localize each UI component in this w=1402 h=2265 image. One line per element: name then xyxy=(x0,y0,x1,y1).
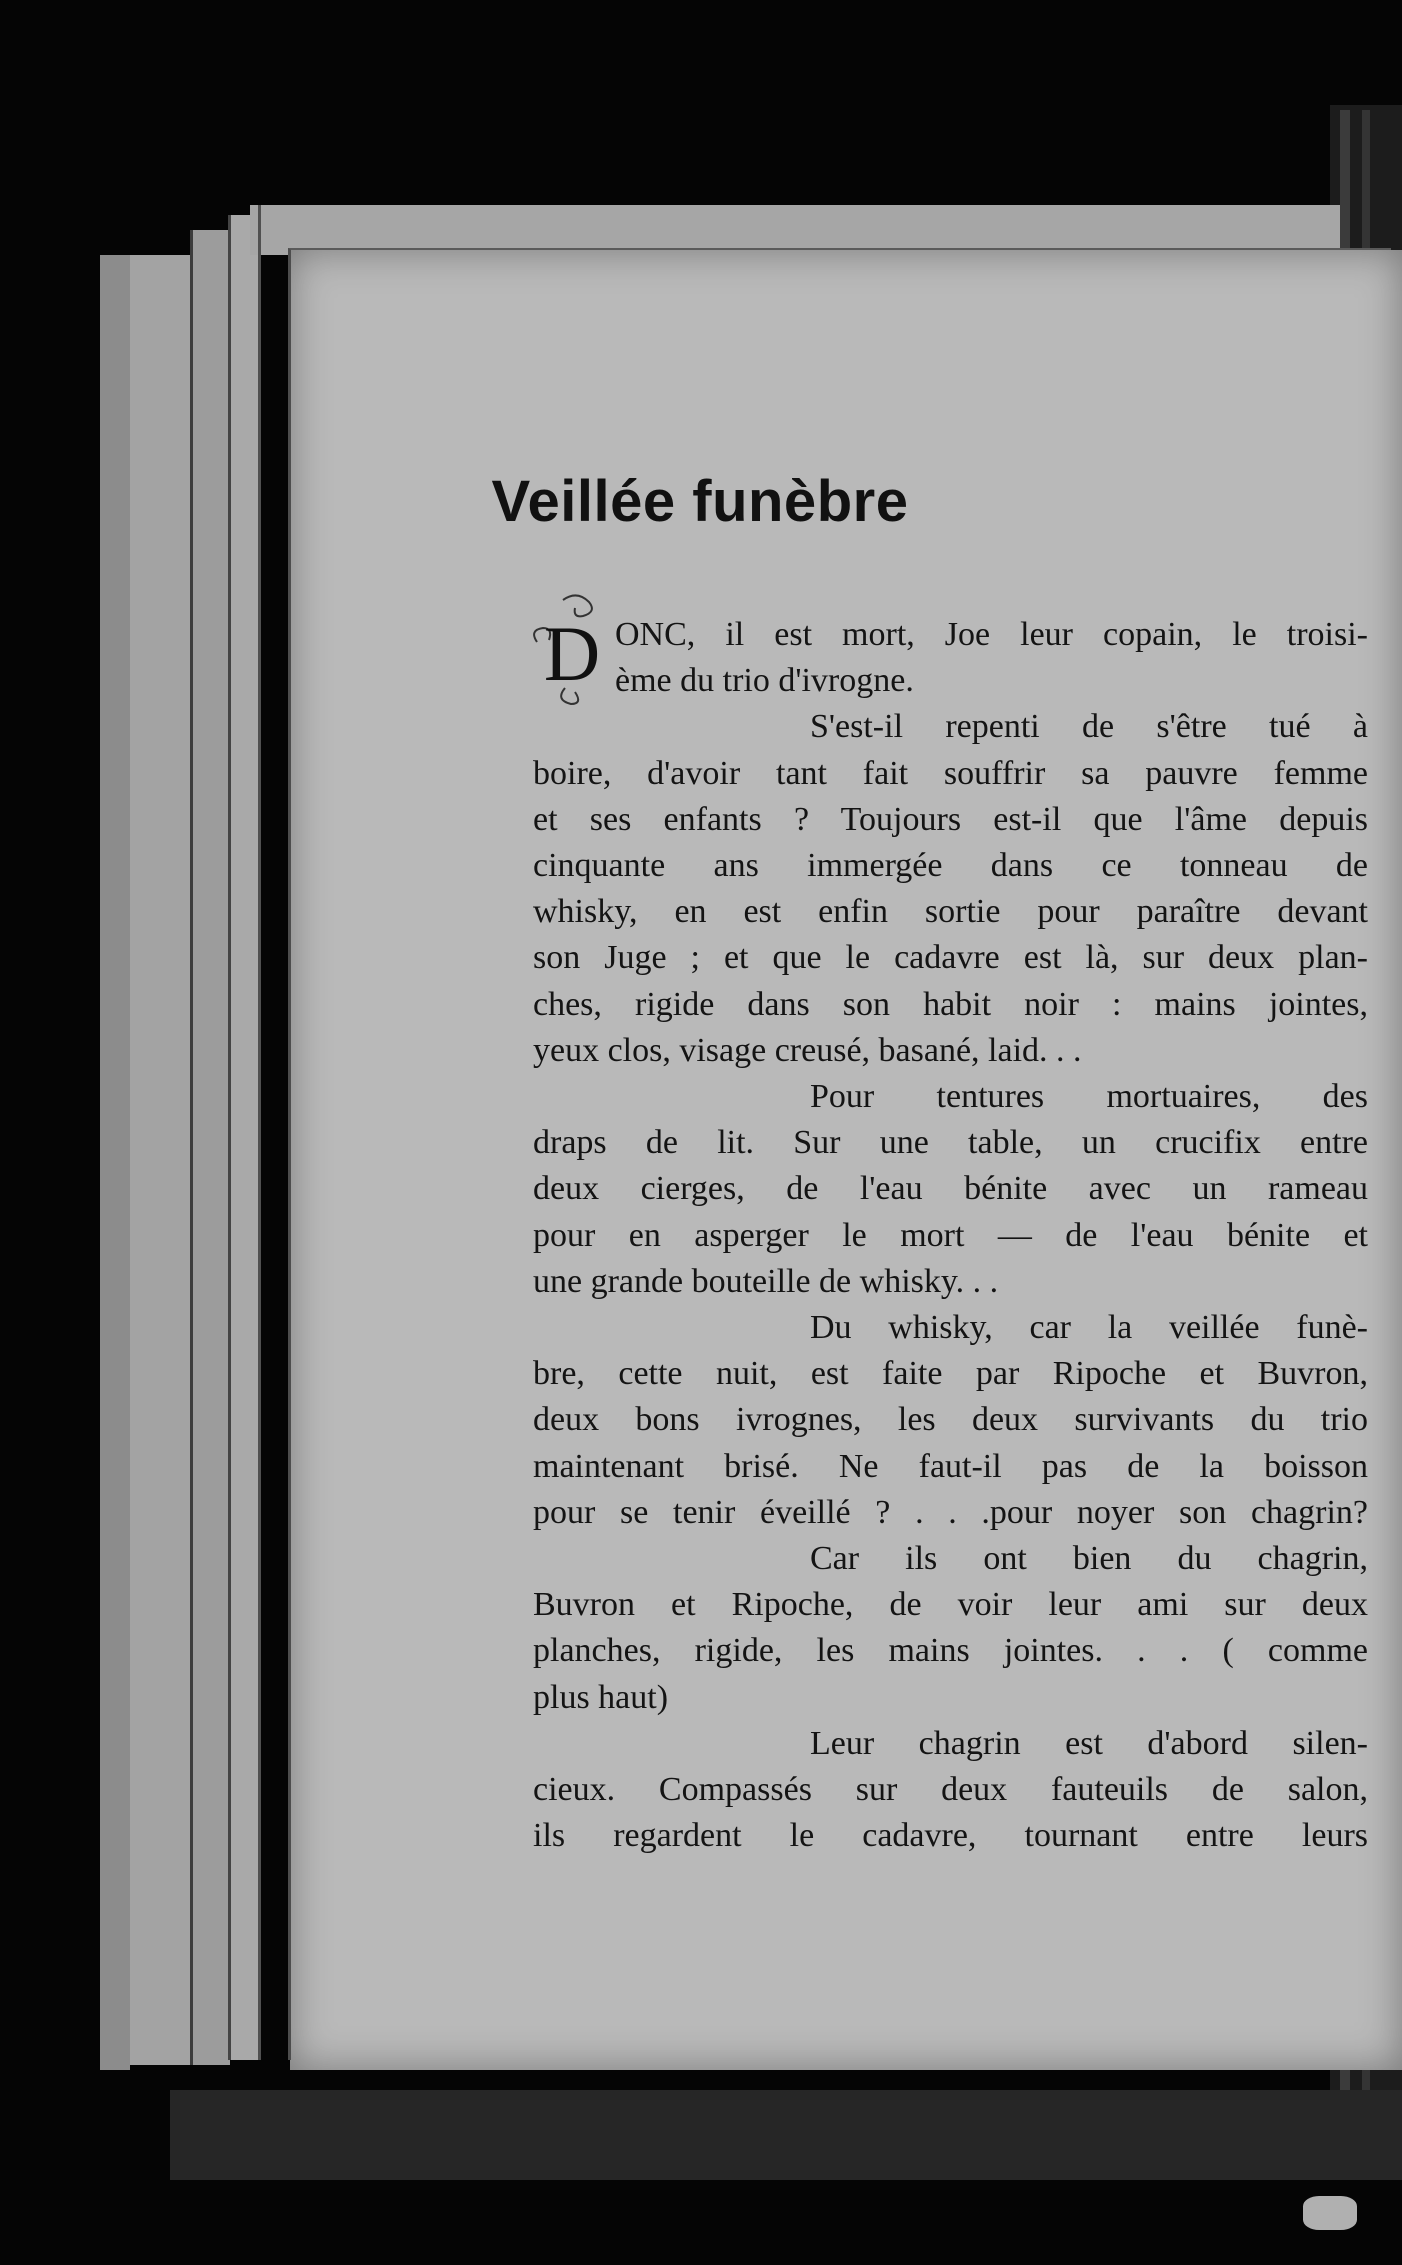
book-edge-bottom xyxy=(170,2090,1402,2180)
text-line: deux cierges, de l'eau bénite avec un rameau xyxy=(533,1170,1368,1208)
text-line: whisky, en est enfin sortie pour paraître devant xyxy=(533,893,1368,931)
text-line: plus haut) xyxy=(533,1678,669,1716)
text-line: pour se tenir éveillé ? . . .pour noyer son chagrin? xyxy=(533,1493,1368,1531)
text-line: maintenant brisé. Ne faut-il pas de la boisson xyxy=(533,1447,1368,1485)
text-line: ONC, il est mort, Joe leur copain, le troisi- xyxy=(615,616,1368,653)
decorated-initial xyxy=(525,590,625,710)
text-line: bre, cette nuit, est faite par Ripoche et Buvron, xyxy=(533,1355,1368,1393)
text-line: S'est-il repenti de s'être tué à xyxy=(810,708,1368,746)
text-line: cieux. Compassés sur deux fauteuils de salon, xyxy=(533,1771,1368,1808)
text-line: ches, rigide dans son habit noir : mains jointes, xyxy=(533,985,1368,1023)
text-line: Pour tentures mortuaires, des xyxy=(810,1078,1368,1115)
text-line: yeux clos, visage creusé, basané, laid. . . xyxy=(533,1031,1082,1069)
text-line: deux bons ivrognes, les deux survivants du trio xyxy=(533,1401,1368,1439)
text-line: boire, d'avoir tant fait souffrir sa pauvre femme xyxy=(533,754,1368,792)
page-stack-edge xyxy=(130,255,190,2065)
page-stack-line xyxy=(228,215,231,2060)
text-line: et ses enfants ? Toujours est-il que l'âme depuis xyxy=(533,800,1368,838)
text-line: Leur chagrin est d'abord silen- xyxy=(810,1724,1368,1762)
page-stack-edge xyxy=(190,230,230,2065)
text-line: Buvron et Ripoche, de voir leur ami sur deux xyxy=(533,1586,1368,1624)
text-line: Car ils ont bien du chagrin, xyxy=(810,1540,1368,1577)
text-line: cinquante ans immergée dans ce tonneau de xyxy=(533,847,1368,884)
scan-mark xyxy=(1303,2196,1357,2230)
text-line: ème du trio d'ivrogne. xyxy=(615,662,914,700)
text-line: son Juge ; et que le cadavre est là, sur deux plan- xyxy=(533,939,1368,977)
text-line: une grande bouteille de whisky. . . xyxy=(533,1262,999,1300)
text-line: pour en asperger le mort — de l'eau bénite et xyxy=(533,1216,1368,1254)
drop-cap-letter: D xyxy=(543,610,601,697)
text-line: ils regardent le cadavre, tournant entre leurs xyxy=(533,1817,1368,1855)
text-line: planches, rigide, les mains jointes. . . ( comme xyxy=(533,1632,1368,1670)
page-title: Veillée funèbre xyxy=(491,469,909,534)
text-line: draps de lit. Sur une table, un crucifix entre xyxy=(533,1124,1368,1162)
page-stack-line xyxy=(190,230,193,2065)
page-stack-edge xyxy=(100,255,130,2070)
text-line: Du whisky, car la veillée funè- xyxy=(810,1309,1368,1346)
